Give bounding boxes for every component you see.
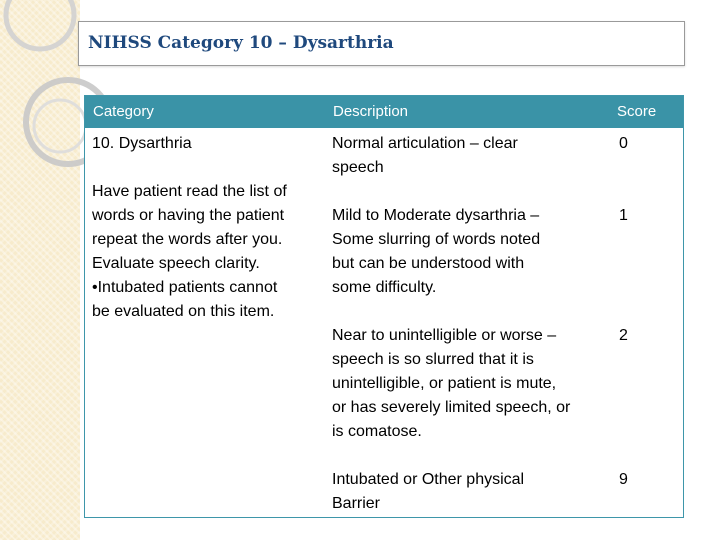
category-name: 10. Dysarthria: [92, 135, 192, 152]
description-line: but can be understood with: [332, 255, 525, 272]
category-instruction-line: repeat the words after you.: [92, 231, 283, 248]
description-line: Some slurring of words noted: [332, 231, 541, 248]
header-description: Description: [333, 103, 409, 120]
description-line: Intubated or Other physical: [332, 471, 525, 488]
description-line: Mild to Moderate dysarthria –: [332, 207, 540, 224]
category-instruction-line: be evaluated on this item.: [92, 303, 275, 320]
score-row-3: 9: [619, 471, 628, 488]
description-line: speech is so slurred that it is: [332, 351, 534, 368]
description-row-2: [332, 324, 570, 444]
description-line: or has severely limited speech, or: [332, 399, 571, 416]
category-instruction-line: Evaluate speech clarity.: [92, 255, 260, 272]
header-category: Category: [93, 103, 154, 120]
score-row-1: 1: [619, 207, 628, 224]
score-row-0: 0: [619, 135, 628, 152]
description-line: Normal articulation – clear: [332, 135, 518, 152]
nihss-table: [84, 95, 684, 518]
description-line: is comatose.: [332, 423, 422, 440]
description-row-0: [332, 132, 518, 180]
header-score: Score: [617, 103, 657, 120]
description-row-3: [332, 468, 524, 516]
description-row-1: [332, 204, 540, 300]
description-line: some difficulty.: [332, 279, 437, 296]
decorative-side-strip: [0, 0, 80, 540]
title-box: [78, 21, 685, 66]
score-row-2: 2: [619, 327, 628, 344]
description-line: Barrier: [332, 495, 381, 512]
description-line: Near to unintelligible or worse –: [332, 327, 557, 344]
description-line: unintelligible, or patient is mute,: [332, 375, 557, 392]
description-line: speech: [332, 159, 384, 176]
category-cell: [92, 132, 287, 324]
category-instruction-line: •Intubated patients cannot: [92, 279, 278, 296]
category-instruction-line: words or having the patient: [92, 207, 285, 224]
slide-title: NIHSS Category 10 – Dysarthria: [88, 33, 394, 53]
category-instruction-line: Have patient read the list of: [92, 183, 287, 200]
table-header-row: [85, 96, 683, 128]
